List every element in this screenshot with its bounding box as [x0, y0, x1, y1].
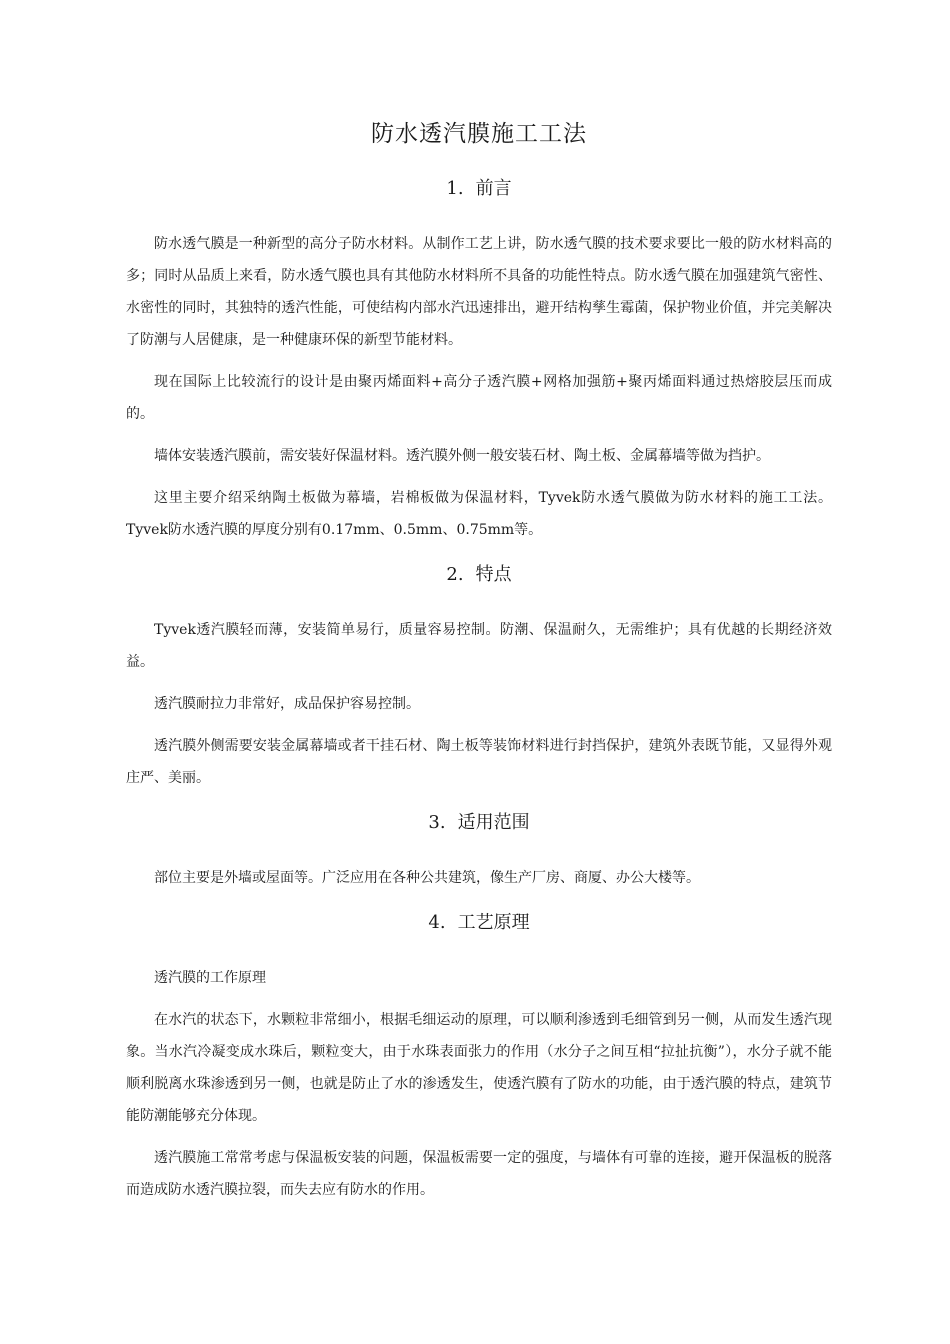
section-heading-4	[126, 910, 832, 936]
section-number: 3.	[428, 812, 446, 833]
section-title: 适用范围	[457, 812, 530, 833]
section-number: 2.	[446, 564, 464, 585]
paragraph: 墙体安装透汽膜前，需安装好保温材料。透汽膜外侧一般安装石材、陶土板、金属幕墙等做为挡护。	[154, 448, 770, 464]
section-heading-3	[126, 810, 832, 836]
paragraph: 部位主要是外墙或屋面等。广泛应用在各种公共建筑，像生产厂房、商厦、办公大楼等。	[154, 870, 700, 886]
section-title: 前言	[475, 178, 512, 199]
section-title: 特点	[475, 564, 512, 585]
section-number: 4.	[428, 912, 446, 933]
section-heading-1	[126, 176, 832, 202]
section-heading-2	[126, 562, 832, 588]
paragraph: 现在国际上比较流行的设计是由聚丙烯面料+高分子透汽膜+网格加强筋+聚丙烯面料通过热熔胶层压而成的。	[126, 374, 832, 422]
paragraph: Tyvek透汽膜轻而薄，安装简单易行，质量容易控制。防潮、保温耐久，无需维护；具有优越的长期经济效益。	[126, 622, 832, 670]
paragraph: 透汽膜的工作原理	[154, 970, 266, 986]
paragraph: 防水透气膜是一种新型的高分子防水材料。从制作工艺上讲，防水透气膜的技术要求要比一般的防水材料高的多；同时从品质上来看，防水透气膜也具有其他防水材料所不具备的功能性特点。防水透气膜在加强建筑气密性、水密性的同时，其独特的透汽性能，可使结构内部水汽迅速排出，避开结构孳生霉菌，保护物业价值，并完美解决了防潮与人居健康，是一种健康环保的新型节能材料。	[126, 236, 832, 348]
section-number: 1.	[446, 178, 464, 199]
paragraph: 透汽膜外侧需要安装金属幕墙或者干挂石材、陶土板等装饰材料进行封挡保护，建筑外表既节能，又显得外观庄严、美丽。	[126, 738, 832, 786]
paragraph: 透汽膜耐拉力非常好，成品保护容易控制。	[154, 696, 420, 712]
document-title: 防水透汽膜施工工法	[371, 121, 587, 147]
paragraph: 这里主要介绍采纳陶土板做为幕墙，岩棉板做为保温材料，Tyvek防水透气膜做为防水材料的施工工法。Tyvek防水透汽膜的厚度分别有0.17mm、0.5mm、0.75mm等。	[126, 490, 832, 538]
paragraph: 在水汽的状态下，水颗粒非常细小，根据毛细运动的原理，可以顺利渗透到毛细管到另一侧，从而发生透汽现象。当水汽冷凝变成水珠后，颗粒变大，由于水珠表面张力的作用（水分子之间互相“拉扯抗衡”），水分子就不能顺利脱离水珠渗透到另一侧，也就是防止了水的渗透发生，使透汽膜有了防水的功能，由于透汽膜的特点，建筑节能防潮能够充分体现。	[126, 1012, 832, 1124]
paragraph: 透汽膜施工常常考虑与保温板安装的问题，保温板需要一定的强度，与墙体有可靠的连接，避开保温板的脱落而造成防水透汽膜拉裂，而失去应有防水的作用。	[126, 1150, 832, 1198]
section-title: 工艺原理	[457, 912, 530, 933]
